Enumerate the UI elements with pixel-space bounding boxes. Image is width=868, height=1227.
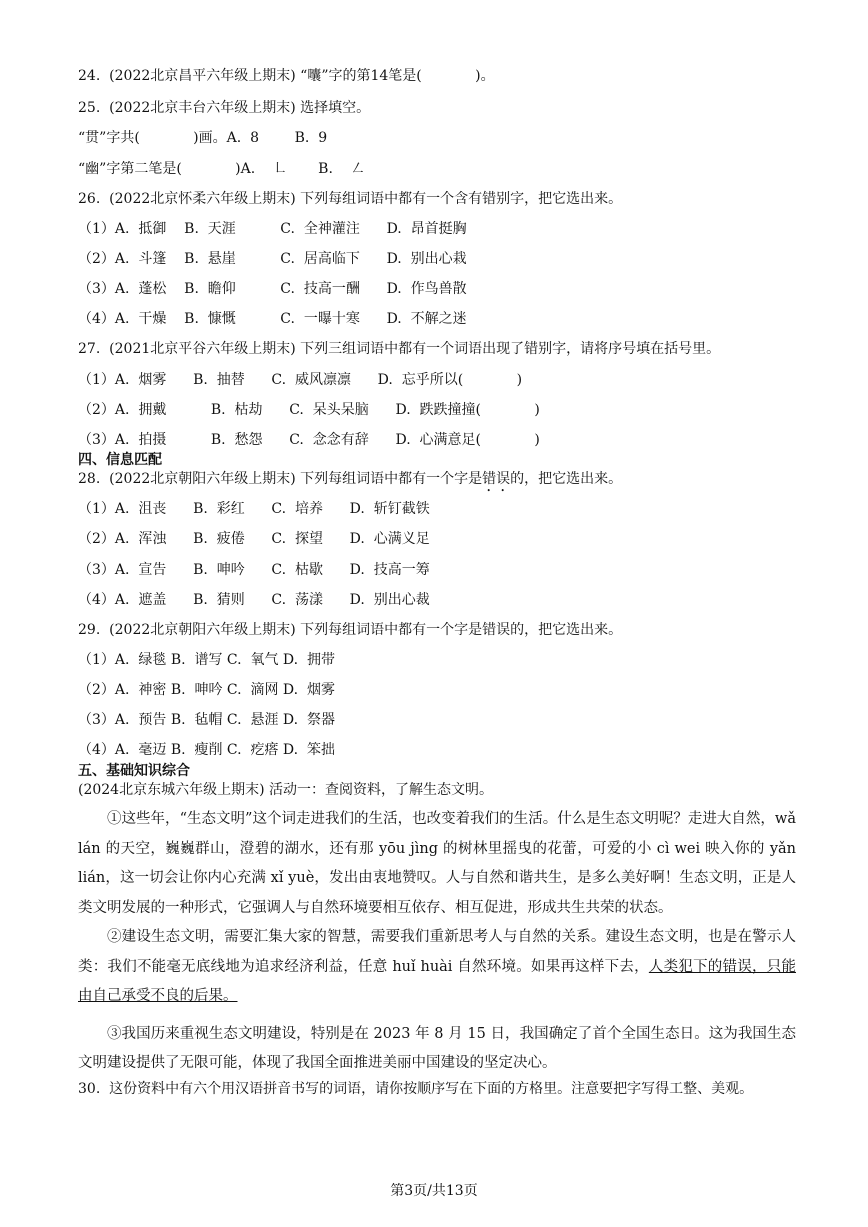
question-26-item-3: （3）A. 蓬松 B. 瞻仰 C. 技高一酬 D. 作鸟兽散 (78, 281, 467, 297)
question-30: 30. 这份资料中有六个用汉语拼音书写的词语，请你按顺序写在下面的方格里。注意要把字写得工整、美观。 (78, 1081, 754, 1097)
question-27-item-1: （1）A. 烟雾 B. 抽替 C. 威风凛凛 D. 忘乎所以( ) (78, 372, 523, 388)
passage-underlined-sentence: 人类犯下的错误，只能由自己承受不良的后果。 (78, 958, 796, 1004)
question-29-item-1: （1）A. 绿毯 B. 谱写 C. 氧气 D. 拥带 (78, 652, 335, 668)
question-29-item-4: （4）A. 毫迈 B. 瘦削 C. 疙瘩 D. 笨拙 (78, 742, 335, 758)
question-29-item-3: （3）A. 预告 B. 毡帽 C. 悬涯 D. 祭器 (78, 712, 335, 728)
question-28-prefix: 28. (2022北京朝阳六年级上期末) 下列每组词语中都有一个字是 (78, 471, 483, 487)
passage-paragraph-2-text: ②建设生态文明，需要汇集大家的智慧，需要我们重新思考人与自然的关系。建设生态文明，也是在警示人类：我们不能毫无底线地为追求经济利益，任意 huǐ huài 自然环境。如果再这样下去， (78, 929, 796, 975)
activity-intro: (2024北京东城六年级上期末) 活动一：查阅资料，了解生态文明。 (78, 782, 494, 798)
question-26-item-2: （2）A. 斗篷 B. 悬崖 C. 居高临下 D. 别出心栽 (78, 251, 467, 267)
passage-paragraph-1: ①这些年，“生态文明”这个词走进我们的生活，也改变着我们的生活。什么是生态文明呢？走进大自然，wǎ lán 的天空，巍巍群山，澄碧的湖水，还有那 yōu jìng 的树林里摇曳的花蕾，可爱的小 cì wei 映入你的 yǎn lián，这一切会让你内心充满 xǐ yuè，发出由衷地赞叹。人与自然和谐共生，是多么美好啊！生态文明，正是人类文明发展的一种形式，它强调人与自然环境要相互依存、相互促进，形成共生共荣的状态。 (78, 811, 796, 916)
question-27-item-3: （3）A. 拍摄 B. 愁怨 C. 念念有辞 D. 心满意足( ) (78, 432, 540, 448)
passage-paragraph-2 (78, 923, 796, 1012)
question-25-part-a: “贯”字共( )画。A. 8 B. 9 (78, 130, 328, 146)
question-27-item-2: （2）A. 拥戴 B. 枯劫 C. 呆头呆脑 D. 跌跌撞撞( ) (78, 402, 540, 418)
section-5-heading: 五、基础知识综合 (78, 763, 190, 779)
question-28 (78, 470, 622, 495)
page-footer: 第3页/共13页 (390, 1183, 478, 1199)
passage (78, 805, 796, 1079)
question-28-emphasis: 错误 (482, 471, 511, 487)
question-28-suffix: 的，把它选出来。 (510, 471, 623, 487)
question-26-item-4: （4）A. 干燥 B. 慷慨 C. 一曝十寒 D. 不解之迷 (78, 311, 467, 327)
question-28-item-3: （3）A. 宣告 B. 呻吟 C. 枯歇 D. 技高一筹 (78, 562, 430, 578)
question-28-item-2: （2）A. 浑浊 B. 疲倦 C. 探望 D. 心满义足 (78, 531, 430, 547)
question-28-item-4: （4）A. 遮盖 B. 猜则 C. 荡漾 D. 别出心裁 (78, 592, 430, 608)
question-25: 25. (2022北京丰台六年级上期末) 选择填空。 (78, 100, 371, 116)
question-26-item-1: （1）A. 抵御 B. 天涯 C. 全神灌注 D. 昂首挺胸 (78, 221, 467, 237)
question-29: 29. (2022北京朝阳六年级上期末) 下列每组词语中都有一个字是错误的，把它选出来。 (78, 622, 623, 638)
question-29-item-2: （2）A. 神密 B. 呻吟 C. 滴网 D. 烟雾 (78, 682, 335, 698)
question-24: 24. (2022北京昌平六年级上期末) “囔”字的第14笔是( )。 (78, 68, 495, 84)
section-4-heading: 四、信息匹配 (78, 452, 162, 468)
passage-paragraph-3: ③我国历来重视生态文明建设，特别是在 2023 年 8 月 15 日，我国确定了首个全国生态日。这为我国生态文明建设提供了无限可能，体现了我国全面推进美丽中国建设的坚定决心。 (78, 1025, 796, 1071)
question-28-item-1: （1）A. 沮丧 B. 彩红 C. 培养 D. 斩钉截铁 (78, 501, 430, 517)
question-26: 26. (2022北京怀柔六年级上期末) 下列每组词语中都有一个含有错别字，把它选出来。 (78, 191, 623, 207)
question-27: 27. (2021北京平谷六年级上期末) 下列三组词语中都有一个词语出现了错别字，请将序号填在括号里。 (78, 341, 721, 357)
question-25-part-b: “幽”字第二笔是( )A. ㇗ B. ㇜ (78, 161, 365, 177)
